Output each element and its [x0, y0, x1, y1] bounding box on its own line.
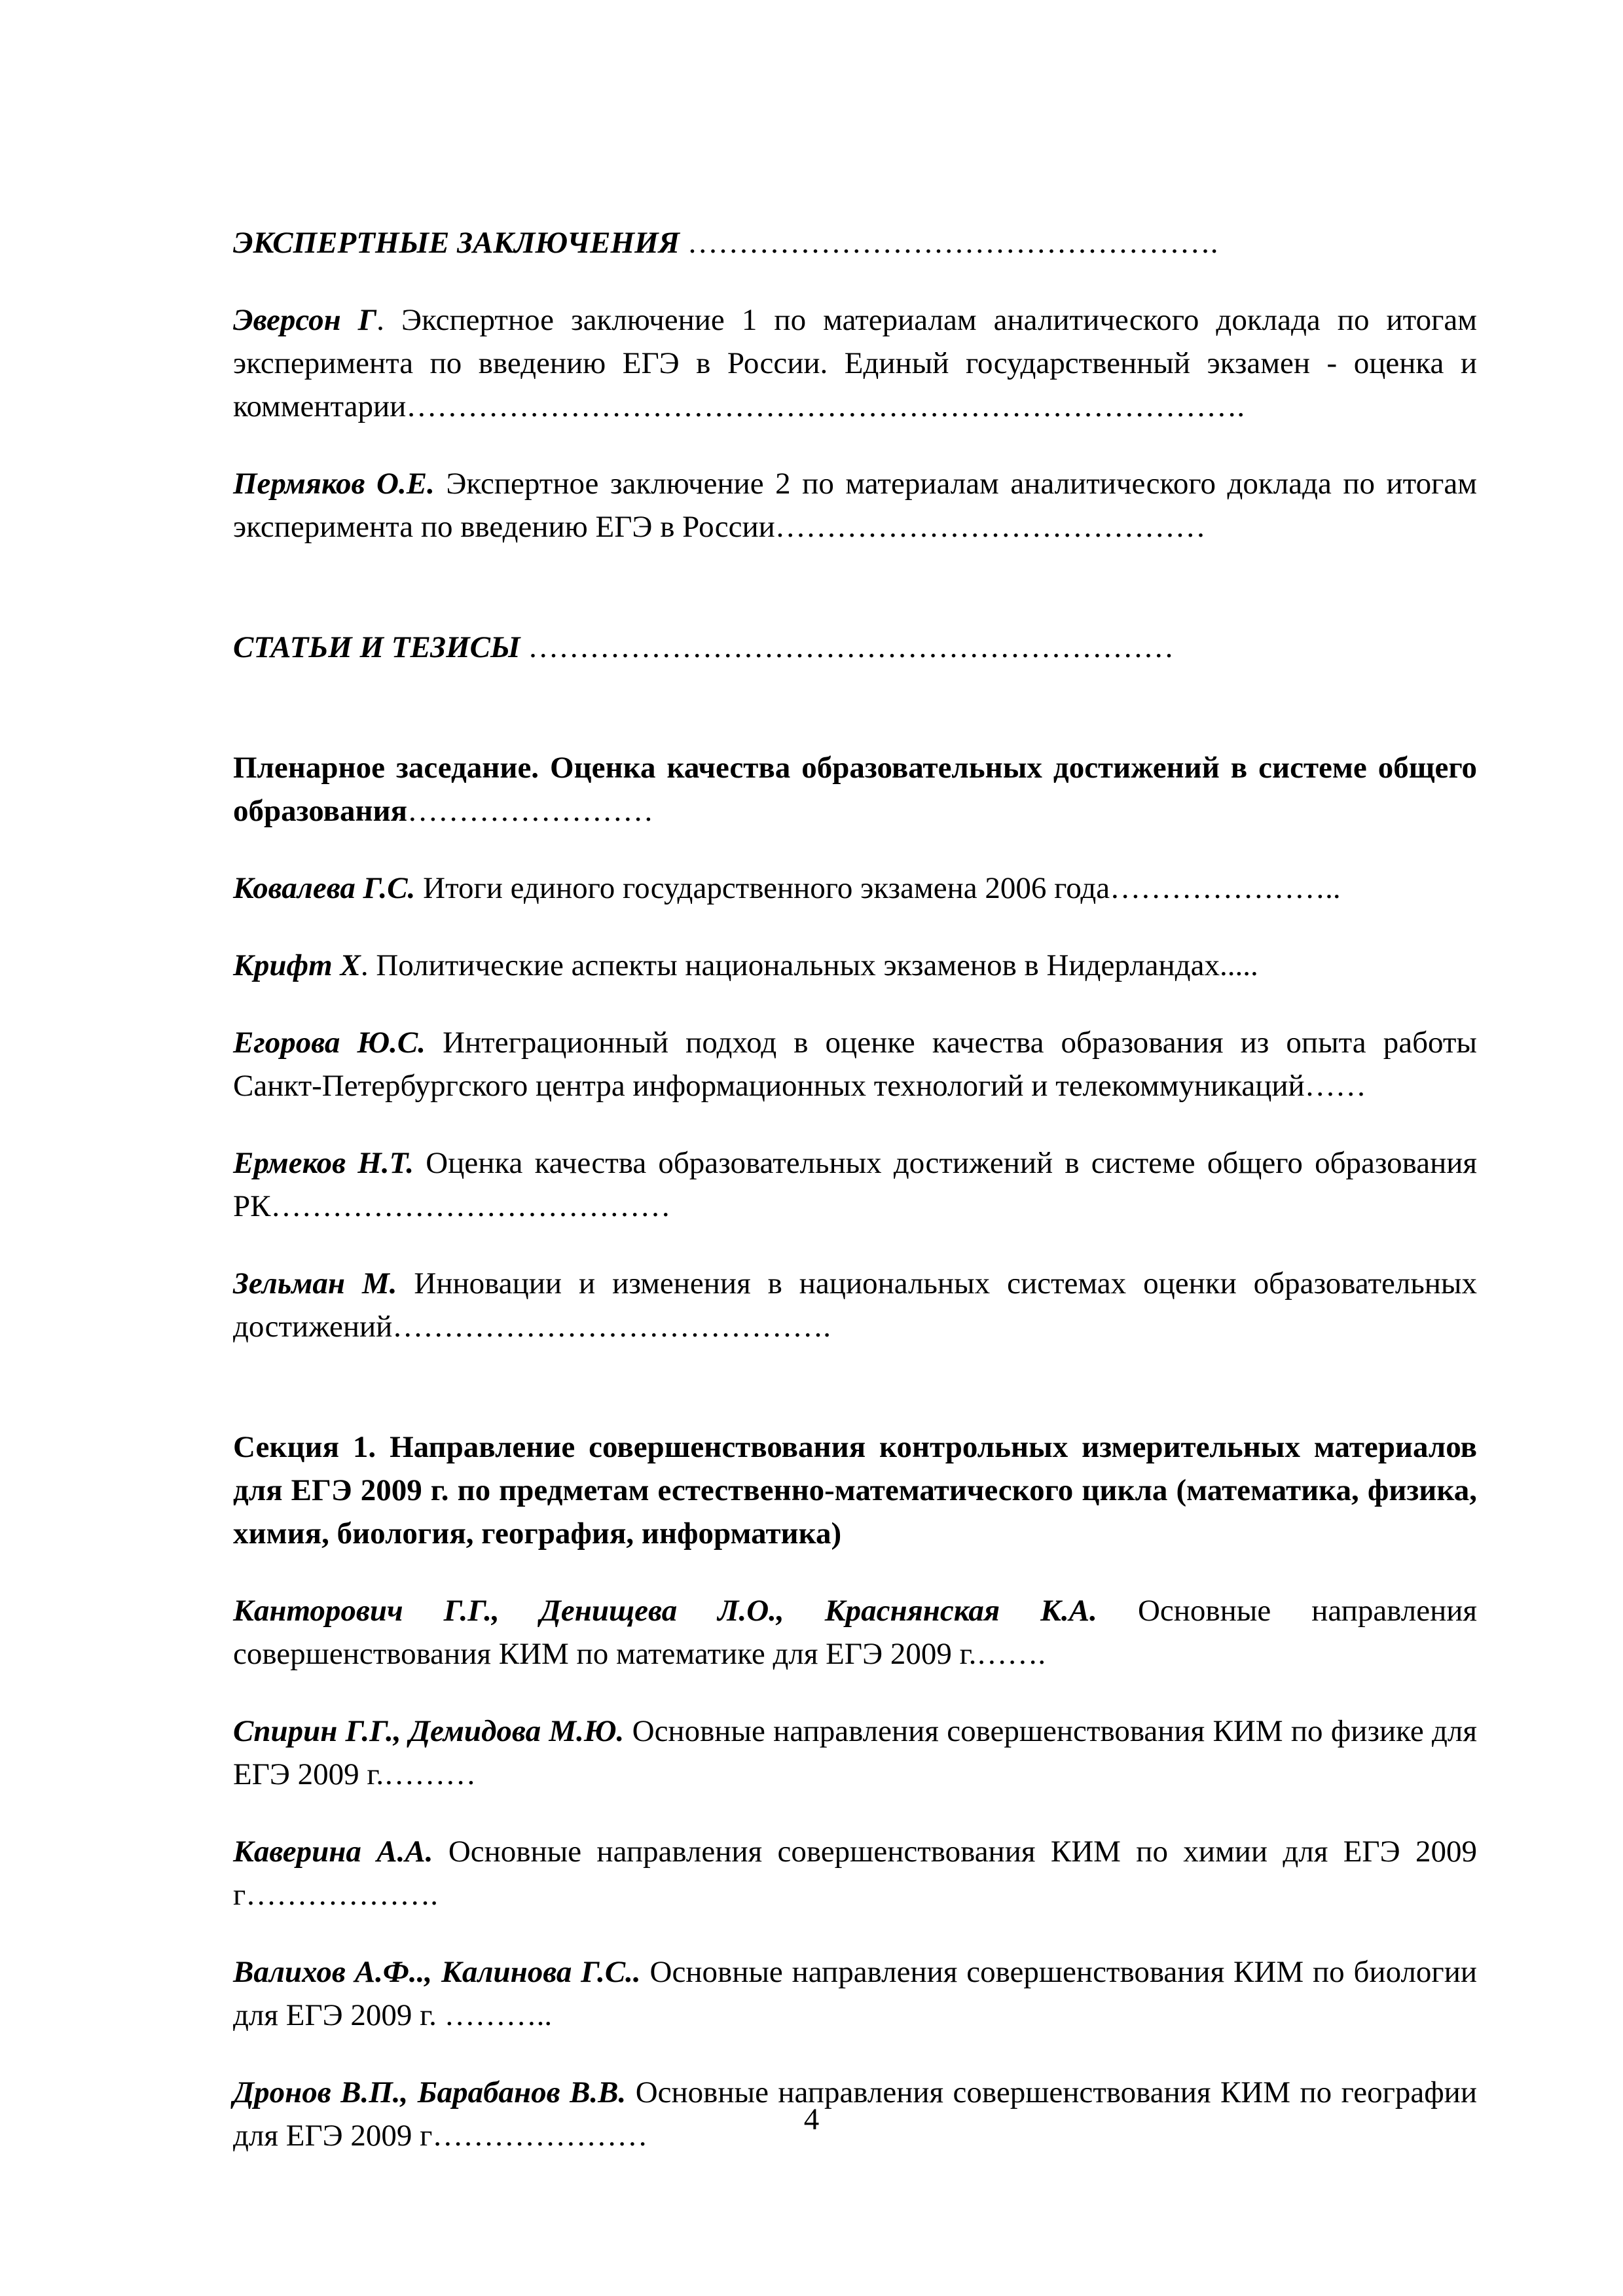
entry-title: Основные направления совершенствования КИМ по физике для ЕГЭ 2009 г.………: [233, 1714, 1477, 1791]
plenary-leader-dots: ……………………: [407, 794, 654, 828]
articles-heading: [233, 626, 1477, 669]
entry-author: Каверина А.А.: [233, 1835, 433, 1869]
entry-author: Спирин Г.Г., Демидова М.Ю.: [233, 1714, 625, 1748]
toc-entry: [233, 1710, 1477, 1796]
toc-entry: [233, 462, 1477, 548]
page-number: 4: [803, 2102, 820, 2136]
toc-entry: [233, 1141, 1477, 1228]
entry-author: Дронов В.П., Барабанов В.В.: [233, 2075, 627, 2109]
heading-text: СТАТЬИ И ТЕЗИСЫ: [233, 630, 520, 664]
entry-author: Эверсон Г: [233, 303, 377, 337]
entry-author: Пермяков О.Е.: [233, 467, 435, 501]
entry-author: Валихов А.Ф.., Калинова Г.С..: [233, 1955, 641, 1989]
toc-entry: [233, 944, 1477, 987]
heading-text: ЭКСПЕРТНЫЕ ЗАКЛЮЧЕНИЯ: [233, 226, 680, 260]
entry-title: . Экспертное заключение 1 по материалам аналитического доклада по итогам эксперимента по введению ЕГЭ в России. Единый государственный экзамен - оценка и комментарии……………………………………………………………………….: [233, 303, 1477, 423]
entry-author: Ермеков Н.Т.: [233, 1146, 414, 1180]
entry-title: . Политические аспекты национальных экзаменов в Нидерландах.....: [360, 948, 1258, 982]
entry-title: Экспертное заключение 2 по материалам аналитического доклада по итогам эксперимента по введению ЕГЭ в России……………………………………: [233, 467, 1477, 544]
section-1-title: [233, 1426, 1477, 1555]
toc-entry: [233, 867, 1477, 910]
toc-entry: [233, 298, 1477, 428]
entry-title: Интеграционный подход в оценке качества образования из опыта работы Санкт-Петербургского центра информационных технологий и телекоммуникаций……: [233, 1026, 1477, 1103]
entry-title: Итоги единого государственного экзамена 2006 года…………………..: [415, 871, 1341, 905]
entry-title: Инновации и изменения в национальных системах оценки образовательных достижений…………………………………….: [233, 1266, 1477, 1344]
toc-entry: [233, 1589, 1477, 1676]
plenary-session-title: [233, 746, 1477, 833]
entry-title: Основные направления совершенствования КИМ по химии для ЕГЭ 2009 г……………….: [233, 1835, 1477, 1912]
entry-author: Зельман М.: [233, 1266, 397, 1300]
expert-conclusions-heading: [233, 221, 1477, 264]
entry-title: Основные направления совершенствования КИМ по математике для ЕГЭ 2009 г.…….: [233, 1594, 1477, 1671]
section-title-text: Секция 1. Направление совершенствования контрольных измерительных материалов для ЕГЭ 2009 г. по предметам естественно-математического цикла (математика, физика, химия, биология, география, информатика): [233, 1430, 1477, 1551]
heading-leader-dots: …………………………………………….: [680, 226, 1218, 260]
toc-entry: [233, 1830, 1477, 1916]
toc-entry: [233, 1262, 1477, 1348]
entry-author: Крифт Х: [233, 948, 361, 982]
heading-leader-dots: ………………………………………………………: [520, 630, 1175, 664]
entry-title: Оценка качества образовательных достижений в системе общего образования РК…………………………………: [233, 1146, 1478, 1223]
toc-entry: [233, 1950, 1477, 2037]
plenary-title-text: Пленарное заседание. Оценка качества образовательных достижений в системе общего образования: [233, 751, 1477, 828]
entry-author: Егорова Ю.С.: [233, 1026, 426, 1060]
entry-author: Ковалева Г.С.: [233, 871, 416, 905]
entry-title: Основные направления совершенствования КИМ по географии для ЕГЭ 2009 г…………………: [233, 2075, 1477, 2153]
entry-author: Канторович Г.Г., Денищева Л.О., Краснянская К.А.: [233, 1594, 1097, 1628]
document-page: [233, 221, 1477, 2157]
entry-title: Основные направления совершенствования КИМ по биологии для ЕГЭ 2009 г. ………..: [233, 1955, 1477, 2032]
toc-entry: [233, 1021, 1477, 1107]
